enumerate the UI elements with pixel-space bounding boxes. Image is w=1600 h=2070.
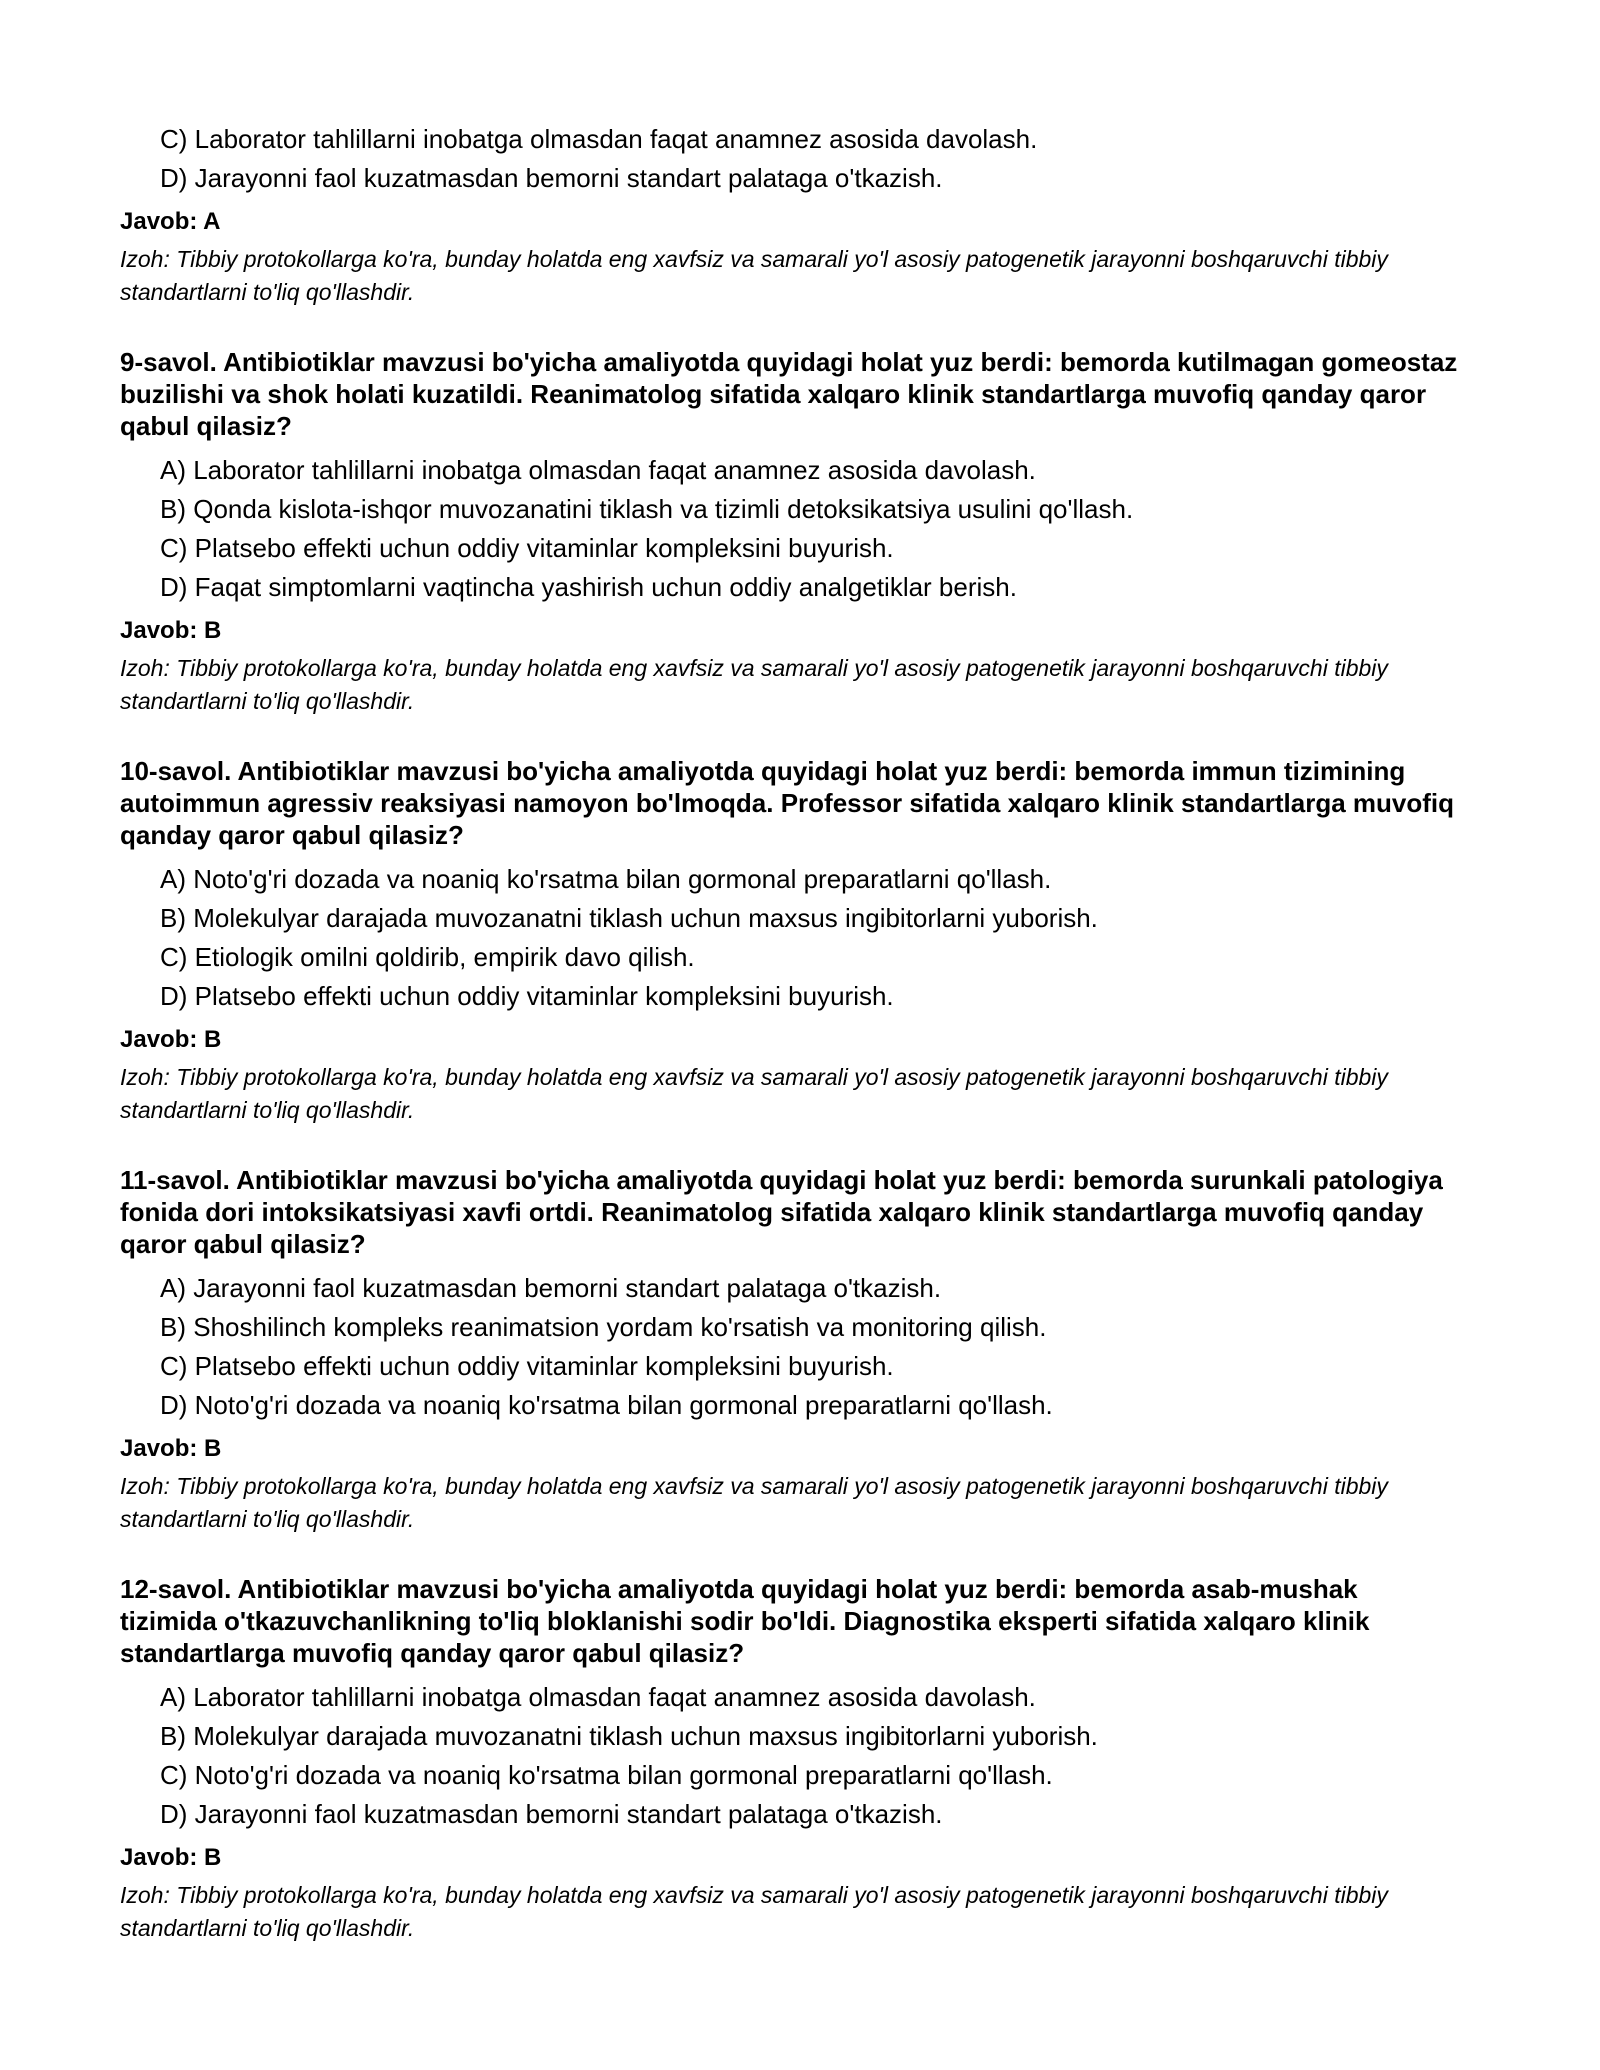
- option-d: D) Jarayonni faol kuzatmasdan bemorni standart palataga o'tkazish.: [160, 1799, 943, 1829]
- explanation-note: Izoh: Tibbiy protokollarga ko'ra, bunday holatda eng xavfsiz va samarali yo'l asosiy patogenetik jarayonni boshqaruvchi tibbiy standartlarni to'liq qo'llashdir.: [120, 655, 1388, 714]
- explanation-note: Izoh: Tibbiy protokollarga ko'ra, bunday holatda eng xavfsiz va samarali yo'l asosiy patogenetik jarayonni boshqaruvchi tibbiy standartlarni to'liq qo'llashdir.: [120, 1064, 1388, 1123]
- option-b: B) Molekulyar darajada muvozanatni tiklash uchun maxsus ingibitorlarni yuborish.: [160, 1721, 1098, 1751]
- option-d: D) Faqat simptomlarni vaqtincha yashirish uchun oddiy analgetiklar berish.: [160, 572, 1017, 602]
- option-list: [120, 860, 1460, 1016]
- option-c: C) Platsebo effekti uchun oddiy vitaminlar kompleksini buyurish.: [160, 533, 894, 563]
- answer-label: Javob: B: [120, 1435, 222, 1462]
- answer-label: Javob: A: [120, 208, 221, 235]
- option-a: A) Noto'g'ri dozada va noaniq ko'rsatma bilan gormonal preparatlarni qo'llash.: [160, 864, 1052, 894]
- question-text: 10-savol. Antibiotiklar mavzusi bo'yicha amaliyotda quyidagi holat yuz berdi: bemorda immun tizimining autoimmun agressiv reaksiyasi namoyon bo'lmoqda. Professor sifatida xalqaro klinik standartlarga muvofiq qanday qaror qabul qilasiz?: [120, 756, 1455, 850]
- question-12: [120, 1573, 1460, 1945]
- option-c: C) Platsebo effekti uchun oddiy vitaminlar kompleksini buyurish.: [160, 1351, 894, 1381]
- option-b: B) Qonda kislota-ishqor muvozanatini tiklash va tizimli detoksikatsiya usulini qo'llash.: [160, 494, 1134, 524]
- question-text: 9-savol. Antibiotiklar mavzusi bo'yicha amaliyotda quyidagi holat yuz berdi: bemorda kutilmagan gomeostaz buzilishi va shok holati kuzatildi. Reanimatolog sifatida xalqaro klinik standartlarga muvofiq qanday qaror qabul qilasiz?: [120, 347, 1458, 441]
- answer-label: Javob: B: [120, 1844, 222, 1871]
- option-d: D) Noto'g'ri dozada va noaniq ko'rsatma bilan gormonal preparatlarni qo'llash.: [160, 1390, 1053, 1420]
- option-list: [120, 1269, 1460, 1425]
- option-a: A) Laborator tahlillarni inobatga olmasdan faqat anamnez asosida davolash.: [160, 455, 1036, 485]
- option-b: B) Molekulyar darajada muvozanatni tiklash uchun maxsus ingibitorlarni yuborish.: [160, 903, 1098, 933]
- explanation-note: Izoh: Tibbiy protokollarga ko'ra, bunday holatda eng xavfsiz va samarali yo'l asosiy patogenetik jarayonni boshqaruvchi tibbiy standartlarni to'liq qo'llashdir.: [120, 1882, 1388, 1941]
- question-11: [120, 1164, 1460, 1536]
- question-text: 11-savol. Antibiotiklar mavzusi bo'yicha amaliyotda quyidagi holat yuz berdi: bemorda surunkali patologiya fonida dori intoksikatsiyasi xavfi ortdi. Reanimatolog sifatida xalqaro klinik standartlarga muvofiq qanday qaror qabul qilasiz?: [120, 1165, 1443, 1259]
- option-a: A) Jarayonni faol kuzatmasdan bemorni standart palataga o'tkazish.: [160, 1273, 942, 1303]
- explanation-note: Izoh: Tibbiy protokollarga ko'ra, bunday holatda eng xavfsiz va samarali yo'l asosiy patogenetik jarayonni boshqaruvchi tibbiy standartlarni to'liq qo'llashdir.: [120, 246, 1388, 305]
- question-10: [120, 755, 1460, 1127]
- option-list: [120, 451, 1460, 607]
- option-d: D) Platsebo effekti uchun oddiy vitaminlar kompleksini buyurish.: [160, 981, 894, 1011]
- option-c: C) Laborator tahlillarni inobatga olmasdan faqat anamnez asosida davolash.: [160, 124, 1038, 154]
- answer-label: Javob: B: [120, 1026, 222, 1053]
- question-9: [120, 346, 1460, 718]
- option-list: [120, 1678, 1460, 1834]
- answer-label: Javob: B: [120, 617, 222, 644]
- question-continuation: [120, 120, 1460, 309]
- option-c: C) Noto'g'ri dozada va noaniq ko'rsatma bilan gormonal preparatlarni qo'llash.: [160, 1760, 1053, 1790]
- question-text: 12-savol. Antibiotiklar mavzusi bo'yicha amaliyotda quyidagi holat yuz berdi: bemorda asab-mushak tizimida o'tkazuvchanlikning to'liq bloklanishi sodir bo'ldi. Diagnostika eksperti sifatida xalqaro klinik standartlarga muvofiq qanday qaror qabul qilasiz?: [120, 1574, 1370, 1668]
- option-a: A) Laborator tahlillarni inobatga olmasdan faqat anamnez asosida davolash.: [160, 1682, 1036, 1712]
- document-page: [120, 120, 1460, 1945]
- option-d: D) Jarayonni faol kuzatmasdan bemorni standart palataga o'tkazish.: [160, 163, 943, 193]
- option-c: C) Etiologik omilni qoldirib, empirik davo qilish.: [160, 942, 695, 972]
- option-b: B) Shoshilinch kompleks reanimatsion yordam ko'rsatish va monitoring qilish.: [160, 1312, 1047, 1342]
- option-list: [120, 120, 1460, 198]
- explanation-note: Izoh: Tibbiy protokollarga ko'ra, bunday holatda eng xavfsiz va samarali yo'l asosiy patogenetik jarayonni boshqaruvchi tibbiy standartlarni to'liq qo'llashdir.: [120, 1473, 1388, 1532]
